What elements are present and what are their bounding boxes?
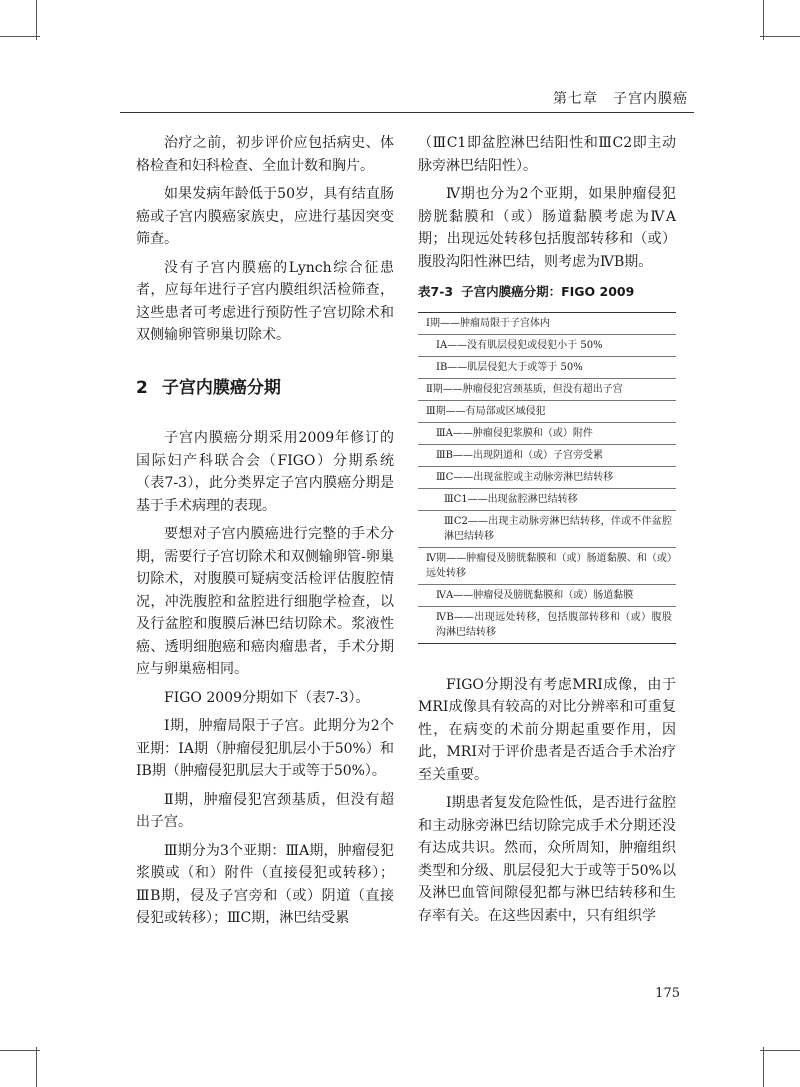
table-cell: Ⅰ期——肿瘤局限于子宫体内	[418, 312, 676, 334]
paragraph: 治疗之前，初步评价应包括病史、体格检查和妇科检查、全血计数和胸片。	[136, 135, 394, 174]
table-cell: Ⅳ期——肿瘤侵及膀胱黏膜和（或）肠道黏膜、和（或）远处转移	[418, 547, 676, 584]
crop-mark	[36, 0, 37, 40]
paragraph: （ⅢC1即盆腔淋巴结阳性和ⅢC2即主动脉旁淋巴结阳性）。	[418, 135, 676, 174]
section-heading	[136, 377, 394, 400]
section-number: 2	[136, 377, 148, 398]
crop-mark	[763, 0, 764, 40]
table-row	[418, 510, 676, 547]
left-column	[136, 132, 394, 936]
table-row	[418, 334, 676, 356]
staging-table	[418, 312, 676, 644]
table-cell: Ⅱ期——肿瘤侵犯宫颈基质，但没有超出子宫	[418, 378, 676, 400]
table-row	[418, 356, 676, 378]
table-row	[418, 378, 676, 400]
paragraph: Ⅲ期分为3个亚期：ⅢA期，肿瘤侵犯浆膜或（和）附件（直接侵犯或转移）；ⅢB期，侵及子宫旁和（或）阴道（直接侵犯或转移）；ⅢC期，淋巴结受累	[136, 842, 394, 926]
crop-mark	[763, 1047, 764, 1087]
paragraph: 要想对子宫内膜癌进行完整的手术分期，需要行子宫切除术和双侧输卵管-卵巢切除术，对腹膜可疑病变活检评估腹腔情况，冲洗腹腔和盆腔进行细胞学检查，以及行盆腔和腹膜后淋巴结切除术。浆液性癌、透明细胞癌和癌肉瘤患者，手术分期应与卵巢癌相同。	[136, 526, 394, 677]
table-cell: Ⅲ期——有局部或区域侵犯	[418, 400, 676, 422]
table-cell: ⅣA——肿瘤侵及膀胱黏膜和（或）肠道黏膜	[418, 584, 676, 606]
table-cell: ⅢC1——出现盆腔淋巴结转移	[418, 488, 676, 510]
table-cell: ⅠB——肌层侵犯大于或等于 50%	[418, 356, 676, 378]
paragraph: 子宫内膜癌分期采用2009年修订的国际妇产科联合会（FIGO）分期系统（表7-3），此分类界定子宫内膜癌分期是基于手术病理的表现。	[136, 430, 394, 514]
table-row	[418, 444, 676, 466]
crop-mark	[760, 36, 800, 37]
paragraph: FIGO 2009分期如下（表7-3）。	[164, 689, 370, 706]
table-row	[418, 422, 676, 444]
page-number: 175	[655, 986, 680, 1001]
paragraph: Ⅳ期也分为2个亚期，如果肿瘤侵犯膀胱黏膜和（或）肠道黏膜考虑为ⅣA期；出现远处转移包括腹部转移和（或）腹股沟阳性淋巴结，则考虑为ⅣB期。	[418, 186, 676, 270]
table-row	[418, 547, 676, 584]
table-cell: ⅢA——肿瘤侵犯浆膜和（或）附件	[418, 422, 676, 444]
table-caption	[418, 281, 676, 304]
paragraph: Ⅱ期，肿瘤侵犯宫颈基质，但没有超出子宫。	[136, 791, 394, 830]
paragraph: Ⅰ期患者复发危险性低，是否进行盆腔和主动脉旁淋巴结切除完成手术分期还没有达成共识。然而，众所周知，肿瘤组织类型和分级、肌层侵犯大于或等于50%以及淋巴血管间隙侵犯都与淋巴结转移和生存率有关。在这些因素中，只有组织学	[418, 795, 676, 924]
paragraph: Ⅰ期，肿瘤局限于子宫。此期分为2个亚期：ⅠA期（肿瘤侵犯肌层小于50%）和ⅠB期（肿瘤侵犯肌层大于或等于50%）。	[136, 718, 394, 779]
table-cell: ⅣB——出现远处转移，包括腹部转移和（或）腹股沟淋巴结转移	[436, 611, 672, 638]
running-header	[120, 86, 694, 113]
table-cell: ⅢC2——出现主动脉旁淋巴结转移，伴或不伴盆腔淋巴结转移	[418, 510, 676, 547]
crop-mark	[36, 1047, 37, 1087]
table-title: 子宫内膜癌分期：FIGO 2009	[461, 284, 635, 299]
table-cell: ⅢC——出现盆腔或主动脉旁淋巴结转移	[418, 466, 676, 488]
table-row	[418, 466, 676, 488]
crop-mark	[0, 1050, 40, 1051]
section-title: 子宫内膜癌分期	[161, 377, 281, 398]
right-column	[418, 132, 676, 933]
paragraph: 如果发病年龄低于50岁，具有结直肠癌或子宫内膜癌家族史，应进行基因突变筛查。	[136, 186, 394, 247]
table-cell: ⅢB——出现阴道和（或）子宫旁受累	[418, 444, 676, 466]
table-row	[418, 606, 676, 643]
table-row	[418, 400, 676, 422]
table-row	[418, 488, 676, 510]
paragraph: FIGO分期没有考虑MRI成像，由于MRI成像具有较高的对比分辨率和可重复性，在病变的术前分期起重要作用，因此，MRI对于评价患者是否适合手术治疗至关重要。	[418, 676, 676, 783]
table-cell: ⅠA——没有肌层侵犯或侵犯小于 50%	[418, 334, 676, 356]
crop-mark	[0, 36, 40, 37]
paragraph: 没有子宫内膜癌的Lynch综合征患者，应每年进行子宫内膜组织活检筛查，这些患者可考虑进行预防性子宫切除术和双侧输卵管卵巢切除术。	[136, 259, 394, 343]
crop-mark	[760, 1050, 800, 1051]
table-row	[418, 312, 676, 334]
table-number: 表7-3	[418, 284, 454, 299]
table-row	[418, 584, 676, 606]
chapter-title: 第七章 子宫内膜癌	[553, 91, 688, 107]
